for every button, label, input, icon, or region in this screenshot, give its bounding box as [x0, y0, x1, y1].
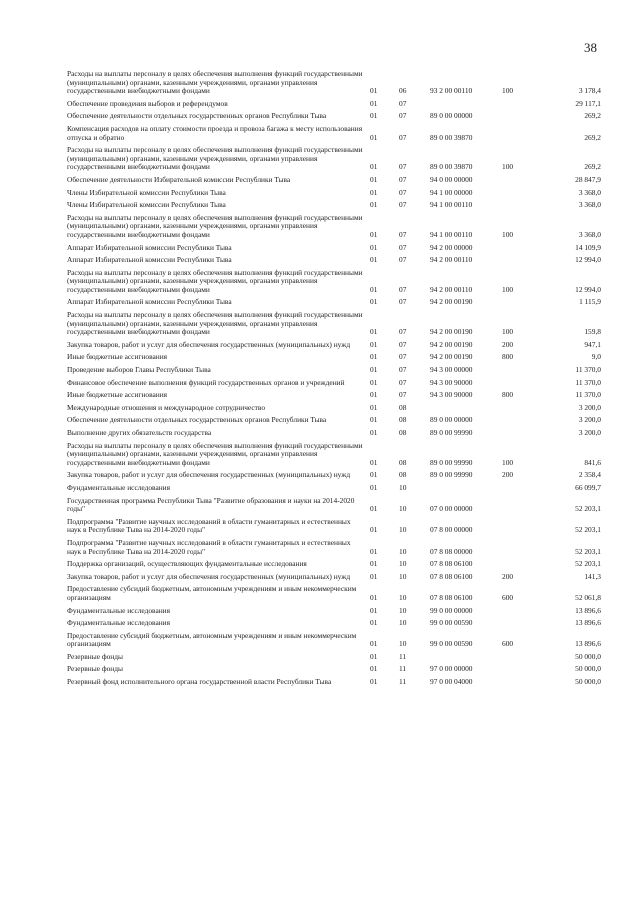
row-expense-type-code: 200 — [502, 571, 514, 581]
row-target-article-code: 94 3 00 90000 — [430, 377, 473, 387]
row-amount: 2 358,4 — [578, 470, 601, 480]
row-section-code: 01 — [370, 664, 378, 674]
table-row — [67, 310, 601, 340]
table-row — [67, 677, 601, 690]
row-section-code: 01 — [370, 525, 378, 535]
row-amount: 28 847,9 — [575, 174, 601, 184]
budget-table — [67, 69, 601, 690]
row-subsection-code: 07 — [399, 162, 407, 172]
row-section-code: 01 — [370, 651, 378, 661]
row-expense-type-code: 800 — [502, 390, 514, 400]
table-body — [67, 69, 601, 690]
table-row — [67, 572, 601, 585]
row-target-article-code: 94 2 00 00190 — [430, 327, 473, 337]
row-expense-type-code — [502, 618, 539, 631]
row-section-code: 01 — [370, 86, 378, 96]
row-expense-type-code — [502, 243, 539, 256]
row-amount: 11 370,0 — [575, 390, 601, 400]
table-row — [67, 403, 601, 416]
row-expense-type-code — [502, 99, 539, 112]
table-row — [67, 124, 601, 145]
row-subsection-code: 10 — [399, 504, 407, 514]
row-section-code: 01 — [370, 297, 378, 307]
row-section-code: 01 — [370, 339, 378, 349]
row-target-article-code: 99 0 00 00000 — [430, 605, 473, 615]
table-row — [67, 538, 601, 559]
row-section-code: 01 — [370, 559, 378, 569]
row-target-article-code: 89 0 00 39870 — [430, 132, 473, 142]
row-subsection-code: 11 — [399, 677, 407, 687]
row-section-code: 01 — [370, 98, 378, 108]
row-section-code: 01 — [370, 229, 378, 239]
row-amount: 14 109,9 — [575, 242, 601, 252]
row-target-article-code: 07 8 08 06100 — [430, 571, 473, 581]
row-expense-type-code — [502, 188, 539, 201]
row-target-article-code — [430, 403, 502, 416]
row-name: Расходы на выплаты персоналу в целях обеспечения выполнения функций государственными (муниципальными) органами, казенными учреждениями, органами управления государственными внебюджетными фондами — [67, 69, 363, 96]
row-section-code: 01 — [370, 482, 378, 492]
row-target-article-code: 94 2 00 00110 — [430, 284, 473, 294]
row-section-code: 01 — [370, 504, 378, 514]
row-amount: 29 117,1 — [575, 98, 601, 108]
row-amount: 50 000,0 — [575, 651, 601, 661]
row-expense-type-code — [502, 428, 539, 441]
row-target-article-code: 89 0 00 00000 — [430, 111, 473, 121]
row-subsection-code: 08 — [399, 470, 407, 480]
table-row — [67, 470, 601, 483]
row-expense-type-code — [502, 652, 539, 665]
row-expense-type-code: 600 — [502, 592, 514, 602]
table-row — [67, 378, 601, 391]
row-expense-type-code — [502, 559, 539, 572]
table-row — [67, 428, 601, 441]
row-target-article-code: 07 8 00 00000 — [430, 525, 473, 535]
row-section-code: 01 — [370, 365, 378, 375]
row-expense-type-code: 100 — [502, 327, 514, 337]
table-row — [67, 664, 601, 677]
row-name: Аппарат Избирательной комиссии Республики Тыва — [67, 297, 232, 307]
row-subsection-code: 11 — [399, 664, 407, 674]
row-expense-type-code — [502, 365, 539, 378]
row-amount: 13 896,6 — [575, 605, 601, 615]
row-expense-type-code — [502, 496, 539, 517]
row-expense-type-code: 100 — [502, 457, 514, 467]
row-amount: 3 178,4 — [578, 86, 601, 96]
row-section-code: 01 — [370, 174, 378, 184]
row-name: Резервный фонд исполнительного органа государственной власти Республики Тыва — [67, 677, 332, 687]
row-subsection-code: 10 — [399, 559, 407, 569]
row-section-code: 01 — [370, 677, 378, 687]
row-subsection-code: 07 — [399, 297, 407, 307]
row-amount: 52 203,1 — [575, 525, 601, 535]
row-expense-type-code: 100 — [502, 229, 514, 239]
row-amount: 841,6 — [584, 457, 601, 467]
row-subsection-code: 07 — [399, 327, 407, 337]
row-amount: 141,3 — [584, 571, 601, 581]
row-subsection-code: 07 — [399, 187, 407, 197]
row-amount: 11 370,0 — [575, 365, 601, 375]
row-name: Аппарат Избирательной комиссии Республики Тыва — [67, 255, 232, 265]
row-name: Поддержка организаций, осуществляющих фундаментальные исследования — [67, 559, 307, 569]
row-name: Фундаментальные исследования — [67, 618, 171, 628]
row-target-article-code: 89 0 00 39870 — [430, 162, 473, 172]
row-section-code: 01 — [370, 571, 378, 581]
table-row — [67, 255, 601, 268]
row-subsection-code: 07 — [399, 284, 407, 294]
row-amount: 269,2 — [584, 162, 601, 172]
row-section-code: 01 — [370, 162, 378, 172]
row-amount: 66 099,7 — [575, 482, 601, 492]
row-name: Выполнение других обязательств государства — [67, 428, 212, 437]
row-expense-type-code: 600 — [502, 639, 514, 649]
row-subsection-code: 10 — [399, 546, 407, 556]
row-name: Расходы на выплаты персоналу в целях обеспечения выполнения функций государственными (муниципальными) органами, казенными учреждениями, органами управления государственными внебюджетными фондами — [67, 145, 363, 172]
row-name: Компенсация расходов на оплату стоимости проезда и провоза багажа к месту использования отпуска и обратно — [67, 123, 363, 142]
row-amount: 50 000,0 — [575, 664, 601, 674]
row-section-code: 01 — [370, 428, 378, 437]
table-row — [67, 243, 601, 256]
row-expense-type-code — [502, 664, 539, 677]
row-amount: 11 370,0 — [575, 377, 601, 387]
row-name: Подпрограмма "Развитие научных исследований в области гуманитарных и естественных наук в Республике Тыва на 2014-2020 годы" — [67, 516, 351, 535]
row-section-code: 01 — [370, 415, 378, 425]
table-row — [67, 496, 601, 517]
row-section-code: 01 — [370, 592, 378, 602]
row-section-code: 01 — [370, 111, 378, 121]
row-expense-type-code — [502, 606, 539, 619]
row-subsection-code: 07 — [399, 352, 407, 362]
row-target-article-code: 89 0 00 00000 — [430, 415, 473, 425]
table-row — [67, 584, 601, 605]
table-row — [67, 111, 601, 124]
row-target-article-code: 07 8 08 00000 — [430, 546, 473, 556]
row-section-code: 01 — [370, 284, 378, 294]
table-row — [67, 618, 601, 631]
row-target-article-code: 97 0 00 00000 — [430, 664, 473, 674]
row-name: Фундаментальные исследования — [67, 605, 171, 615]
table-row — [67, 69, 601, 99]
row-target-article-code: 94 2 00 00190 — [430, 352, 473, 362]
row-name: Обеспечение деятельности Избирательной комиссии Республики Тыва — [67, 174, 291, 184]
row-amount: 12 994,0 — [575, 255, 601, 265]
row-name: Аппарат Избирательной комиссии Республики Тыва — [67, 242, 232, 252]
row-section-code: 01 — [370, 618, 378, 628]
row-section-code: 01 — [370, 242, 378, 252]
row-section-code: 01 — [370, 390, 378, 400]
row-target-article-code: 97 0 00 04000 — [430, 677, 473, 687]
table-row — [67, 297, 601, 310]
row-name: Иные бюджетные ассигнования — [67, 390, 168, 400]
row-expense-type-code: 800 — [502, 352, 514, 362]
row-subsection-code: 07 — [399, 390, 407, 400]
row-amount: 3 200,0 — [578, 415, 601, 425]
row-target-article-code — [430, 99, 502, 112]
row-amount: 3 200,0 — [578, 428, 601, 437]
row-target-article-code: 94 0 00 00000 — [430, 174, 473, 184]
table-row — [67, 175, 601, 188]
row-subsection-code: 07 — [399, 255, 407, 265]
table-row — [67, 559, 601, 572]
table-row — [67, 415, 601, 428]
table-row — [67, 268, 601, 298]
row-subsection-code: 07 — [399, 365, 407, 375]
row-subsection-code: 06 — [399, 86, 407, 96]
table-row — [67, 517, 601, 538]
row-subsection-code: 07 — [399, 229, 407, 239]
row-name: Расходы на выплаты персоналу в целях обеспечения выполнения функций государственными (муниципальными) органами, казенными учреждениями, органами управления государственными внебюджетными фондами — [67, 267, 363, 294]
row-amount: 52 203,1 — [575, 559, 601, 569]
row-section-code: 01 — [370, 639, 378, 649]
row-expense-type-code — [502, 297, 539, 310]
row-amount: 9,0 — [591, 352, 601, 362]
row-amount: 269,2 — [584, 132, 601, 142]
row-name: Резервные фонды — [67, 651, 123, 661]
row-amount: 52 061,8 — [575, 592, 601, 602]
row-name: Закупка товаров, работ и услуг для обеспечения государственных (муниципальных) нужд — [67, 571, 351, 581]
row-subsection-code: 10 — [399, 592, 407, 602]
row-name: Члены Избирательной комиссии Республики Тыва — [67, 187, 226, 197]
row-amount: 269,2 — [584, 111, 601, 121]
row-amount: 13 896,6 — [575, 639, 601, 649]
table-row — [67, 390, 601, 403]
row-amount: 3 368,0 — [578, 200, 601, 210]
row-section-code: 01 — [370, 200, 378, 210]
row-expense-type-code — [502, 124, 539, 145]
row-name: Расходы на выплаты персоналу в целях обеспечения выполнения функций государственными (муниципальными) органами, казенными учреждениями, органами управления государственными внебюджетными фондами — [67, 310, 363, 337]
table-row — [67, 631, 601, 652]
row-subsection-code: 10 — [399, 482, 407, 492]
row-target-article-code: 94 1 00 00110 — [430, 200, 473, 210]
row-subsection-code: 10 — [399, 571, 407, 581]
row-amount: 159,8 — [584, 327, 601, 337]
row-amount: 3 368,0 — [578, 187, 601, 197]
row-target-article-code: 89 0 00 99990 — [430, 470, 473, 480]
row-name: Проведение выборов Главы Республики Тыва — [67, 365, 211, 375]
row-target-article-code: 94 2 00 00110 — [430, 255, 473, 265]
row-name: Закупка товаров, работ и услуг для обеспечения государственных (муниципальных) нужд — [67, 470, 351, 480]
row-target-article-code — [430, 483, 502, 496]
row-section-code: 01 — [370, 546, 378, 556]
row-name: Члены Избирательной комиссии Республики Тыва — [67, 200, 226, 210]
row-expense-type-code — [502, 255, 539, 268]
row-subsection-code: 07 — [399, 242, 407, 252]
row-section-code: 01 — [370, 327, 378, 337]
row-target-article-code: 07 8 08 06100 — [430, 559, 473, 569]
row-target-article-code: 99 0 00 00590 — [430, 639, 473, 649]
row-section-code: 01 — [370, 132, 378, 142]
row-expense-type-code — [502, 517, 539, 538]
row-expense-type-code — [502, 677, 539, 690]
row-subsection-code: 07 — [399, 98, 407, 108]
row-name: Подпрограмма "Развитие научных исследований в области гуманитарных и естественных наук в Республике Тыва на 2014-2020 годы" — [67, 537, 351, 556]
table-row — [67, 200, 601, 213]
table-row — [67, 606, 601, 619]
row-amount: 13 896,6 — [575, 618, 601, 628]
row-name: Резервные фонды — [67, 664, 123, 674]
row-expense-type-code — [502, 378, 539, 391]
table-row — [67, 340, 601, 353]
row-subsection-code: 08 — [399, 457, 407, 467]
row-target-article-code: 89 0 00 99990 — [430, 428, 473, 437]
table-row — [67, 213, 601, 243]
page-number: 38 — [584, 40, 597, 55]
row-target-article-code: 94 1 00 00110 — [430, 229, 473, 239]
row-expense-type-code — [502, 403, 539, 416]
row-name: Обеспечение проведения выборов и референдумов — [67, 98, 228, 108]
row-target-article-code: 94 1 00 00000 — [430, 187, 473, 197]
row-expense-type-code — [502, 483, 539, 496]
row-name: Предоставление субсидий бюджетным, автономным учреждениям и иным некоммерческим организациям — [67, 584, 357, 602]
row-subsection-code: 08 — [399, 415, 407, 425]
row-target-article-code: 99 0 00 00590 — [430, 618, 473, 628]
table-row — [67, 99, 601, 112]
row-expense-type-code — [502, 111, 539, 124]
row-expense-type-code: 100 — [502, 86, 514, 96]
row-name: Закупка товаров, работ и услуг для обеспечения государственных (муниципальных) нужд — [67, 339, 351, 349]
row-name: Расходы на выплаты персоналу в целях обеспечения выполнения функций государственными (муниципальными) органами, казенными учреждениями, органами управления государственными внебюджетными фондами — [67, 212, 363, 239]
row-subsection-code: 07 — [399, 132, 407, 142]
table-row — [67, 441, 601, 471]
row-target-article-code: 93 2 00 00110 — [430, 86, 473, 96]
row-section-code: 01 — [370, 352, 378, 362]
row-amount: 3 200,0 — [578, 402, 601, 412]
table-row — [67, 483, 601, 496]
row-expense-type-code: 200 — [502, 470, 514, 480]
row-subsection-code: 07 — [399, 174, 407, 184]
row-subsection-code: 10 — [399, 639, 407, 649]
row-target-article-code: 89 0 00 99990 — [430, 457, 473, 467]
row-subsection-code: 10 — [399, 605, 407, 615]
row-amount: 3 368,0 — [578, 229, 601, 239]
row-subsection-code: 10 — [399, 618, 407, 628]
table-row — [67, 365, 601, 378]
row-subsection-code: 08 — [399, 402, 407, 412]
row-target-article-code: 94 2 00 00000 — [430, 242, 473, 252]
row-name: Финансовое обеспечение выполнения функций государственных органов и учреждений — [67, 377, 345, 387]
row-expense-type-code — [502, 200, 539, 213]
table-row — [67, 652, 601, 665]
row-expense-type-code: 100 — [502, 162, 514, 172]
row-section-code: 01 — [370, 377, 378, 387]
row-expense-type-code — [502, 538, 539, 559]
row-subsection-code: 08 — [399, 428, 407, 437]
row-name: Иные бюджетные ассигнования — [67, 352, 168, 362]
row-target-article-code: 94 2 00 00190 — [430, 339, 473, 349]
row-name: Расходы на выплаты персоналу в целях обеспечения выполнения функций государственными (муниципальными) органами, казенными учреждениями, органами управления государственными внебюджетными фондами — [67, 440, 363, 467]
row-name: Государственная программа Республики Тыва "Развитие образования и науки на 2014-2020 годы" — [67, 495, 355, 514]
table-row — [67, 145, 601, 175]
row-amount: 50 000,0 — [575, 677, 601, 687]
row-expense-type-code — [502, 175, 539, 188]
row-subsection-code: 07 — [399, 339, 407, 349]
row-name: Предоставление субсидий бюджетным, автономным учреждениям и иным некоммерческим организациям — [67, 630, 357, 649]
row-expense-type-code: 200 — [502, 339, 514, 349]
row-subsection-code: 07 — [399, 200, 407, 210]
row-name: Фундаментальные исследования — [67, 482, 171, 492]
row-name: Обеспечение деятельности отдельных государственных органов Республики Тыва — [67, 415, 327, 425]
row-target-article-code: 07 8 08 06100 — [430, 592, 473, 602]
row-section-code: 01 — [370, 457, 378, 467]
row-amount: 52 203,1 — [575, 504, 601, 514]
row-subsection-code: 10 — [399, 525, 407, 535]
row-amount: 947,1 — [584, 339, 601, 349]
row-target-article-code: 07 0 00 00000 — [430, 504, 473, 514]
row-section-code: 01 — [370, 605, 378, 615]
row-amount: 12 994,0 — [575, 284, 601, 294]
row-expense-type-code: 100 — [502, 284, 514, 294]
row-subsection-code: 11 — [399, 651, 407, 661]
row-target-article-code: 94 2 00 00190 — [430, 297, 473, 307]
table-row — [67, 188, 601, 201]
row-target-article-code — [430, 652, 502, 665]
row-target-article-code: 94 3 00 00000 — [430, 365, 473, 375]
row-amount: 52 203,1 — [575, 546, 601, 556]
row-subsection-code: 07 — [399, 111, 407, 121]
row-amount: 1 115,9 — [579, 297, 601, 307]
row-subsection-code: 07 — [399, 377, 407, 387]
row-section-code: 01 — [370, 187, 378, 197]
table-row — [67, 352, 601, 365]
row-name: Международные отношения и международное сотрудничество — [67, 402, 266, 412]
row-name: Обеспечение деятельности отдельных государственных органов Республики Тыва — [67, 111, 327, 121]
row-section-code: 01 — [370, 470, 378, 480]
row-section-code: 01 — [370, 402, 378, 412]
row-target-article-code: 94 3 00 90000 — [430, 390, 473, 400]
row-expense-type-code — [502, 415, 539, 428]
row-section-code: 01 — [370, 255, 378, 265]
